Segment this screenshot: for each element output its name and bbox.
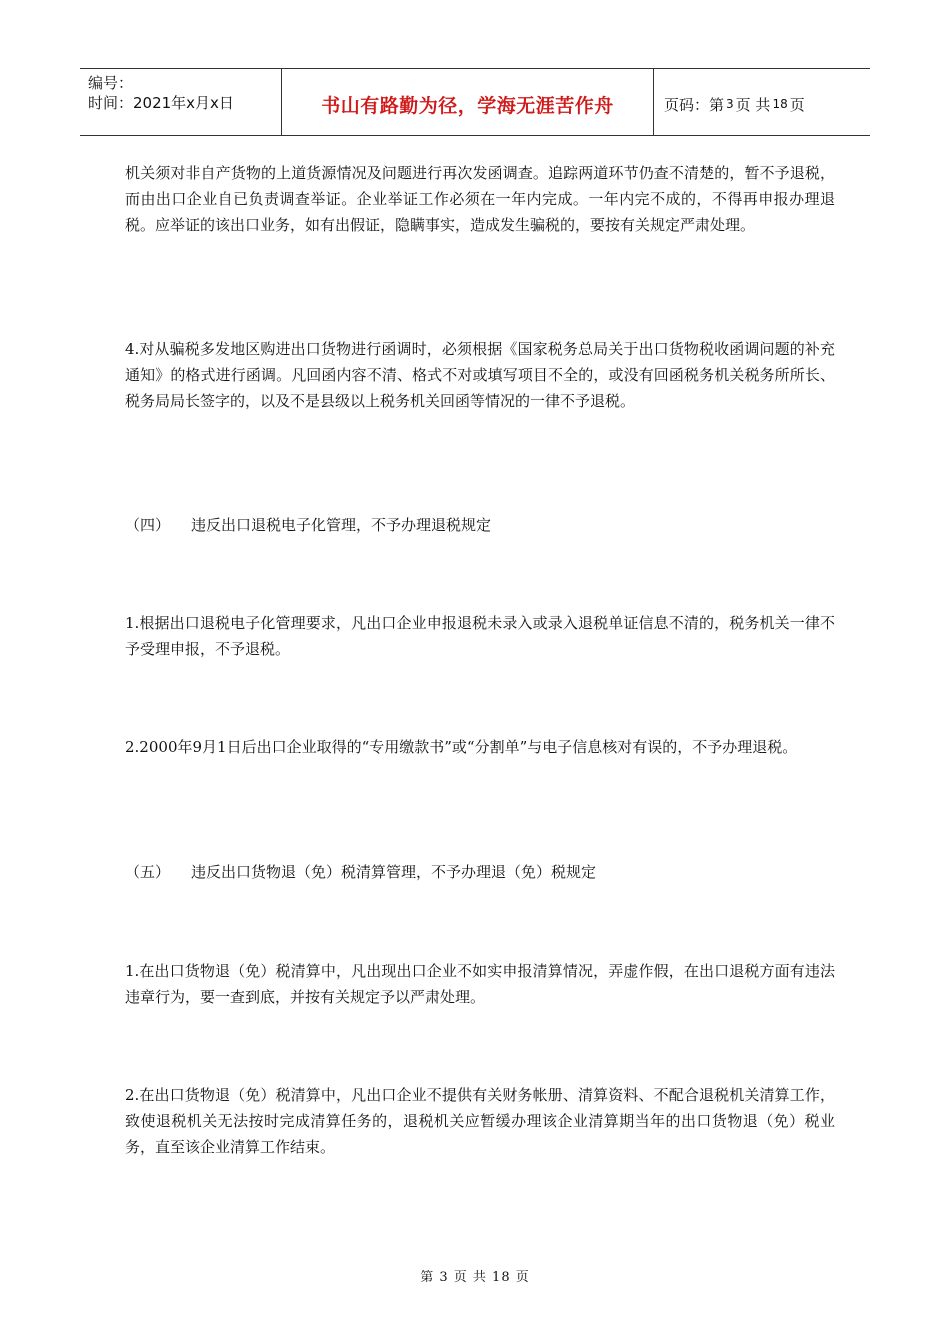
page-prefix: 页码：第: [664, 95, 725, 114]
document-header: [80, 68, 870, 136]
page-total: 18: [772, 97, 788, 111]
section-4-title: 违反出口退税电子化管理，不予办理退税规定: [191, 516, 492, 534]
section-heading-4: [125, 512, 835, 538]
paragraph-1: 机关须对非自产货物的上道货源情况及问题进行再次发函调查。追踪两道环节仍查不清楚的，暂不予退税，而由出口企业自已负责调查举证。企业举证工作必须在一年内完成。一年内完不成的，不得再申报办理退税。应举证的该出口业务，如有出假证，隐瞒事实，造成发生骗税的，要按有关规定严肃处理。: [125, 164, 835, 234]
paragraph-6: 2.在出口货物退（免）税清算中，凡出口企业不提供有关财务帐册、清算资料、不配合退税机关清算工作，致使退税机关无法按时完成清算任务的，退税机关应暂缓办理该企业清算期当年的出口货物退（免）税业务，直至该企业清算工作结束。: [125, 1086, 835, 1156]
page-footer: 第 3 页 共 18 页: [420, 1270, 530, 1285]
header-page-number: [654, 69, 870, 135]
section-5-number: （五）: [125, 863, 171, 881]
paragraph-3: 1.根据出口退税电子化管理要求，凡出口企业申报退税未录入或录入退税单证信息不清的，税务机关一律不予受理申报，不予退税。: [125, 614, 835, 658]
header-motto: 书山有路勤为径，学海无涯苦作舟: [282, 69, 654, 135]
section-5-title: 违反出口货物退（免）税清算管理，不予办理退（免）税规定: [191, 863, 597, 881]
section-4-number: （四）: [125, 516, 171, 534]
paragraph-5: 1.在出口货物退（免）税清算中，凡出现出口企业不如实申报清算情况，弄虚作假，在出口退税方面有违法违章行为，要一查到底，并按有关规定予以严肃处理。: [125, 962, 835, 1006]
paragraph-2: 4.对从骗税多发地区购进出口货物进行函调时，必须根据《国家税务总局关于出口货物税收函调问题的补充通知》的格式进行函调。凡回函内容不清、格式不对或填写项目不全的，或没有回函税务机关税务所所长、税务局局长签字的，以及不是县级以上税务机关回函等情况的一律不予退税。: [125, 340, 835, 410]
document-time: 时间：2021年x月x日: [88, 94, 234, 112]
section-heading-5: [125, 859, 835, 885]
page-middle: 页 共: [735, 95, 771, 114]
page-current: 3: [726, 97, 734, 111]
header-meta: [80, 69, 282, 135]
page-suffix: 页: [789, 95, 805, 114]
document-number-label: 编号：: [88, 74, 134, 92]
paragraph-4: 2.2000年9月1日后出口企业取得的“专用缴款书”或“分割单”与电子信息核对有误的，不予办理退税。: [125, 738, 798, 756]
